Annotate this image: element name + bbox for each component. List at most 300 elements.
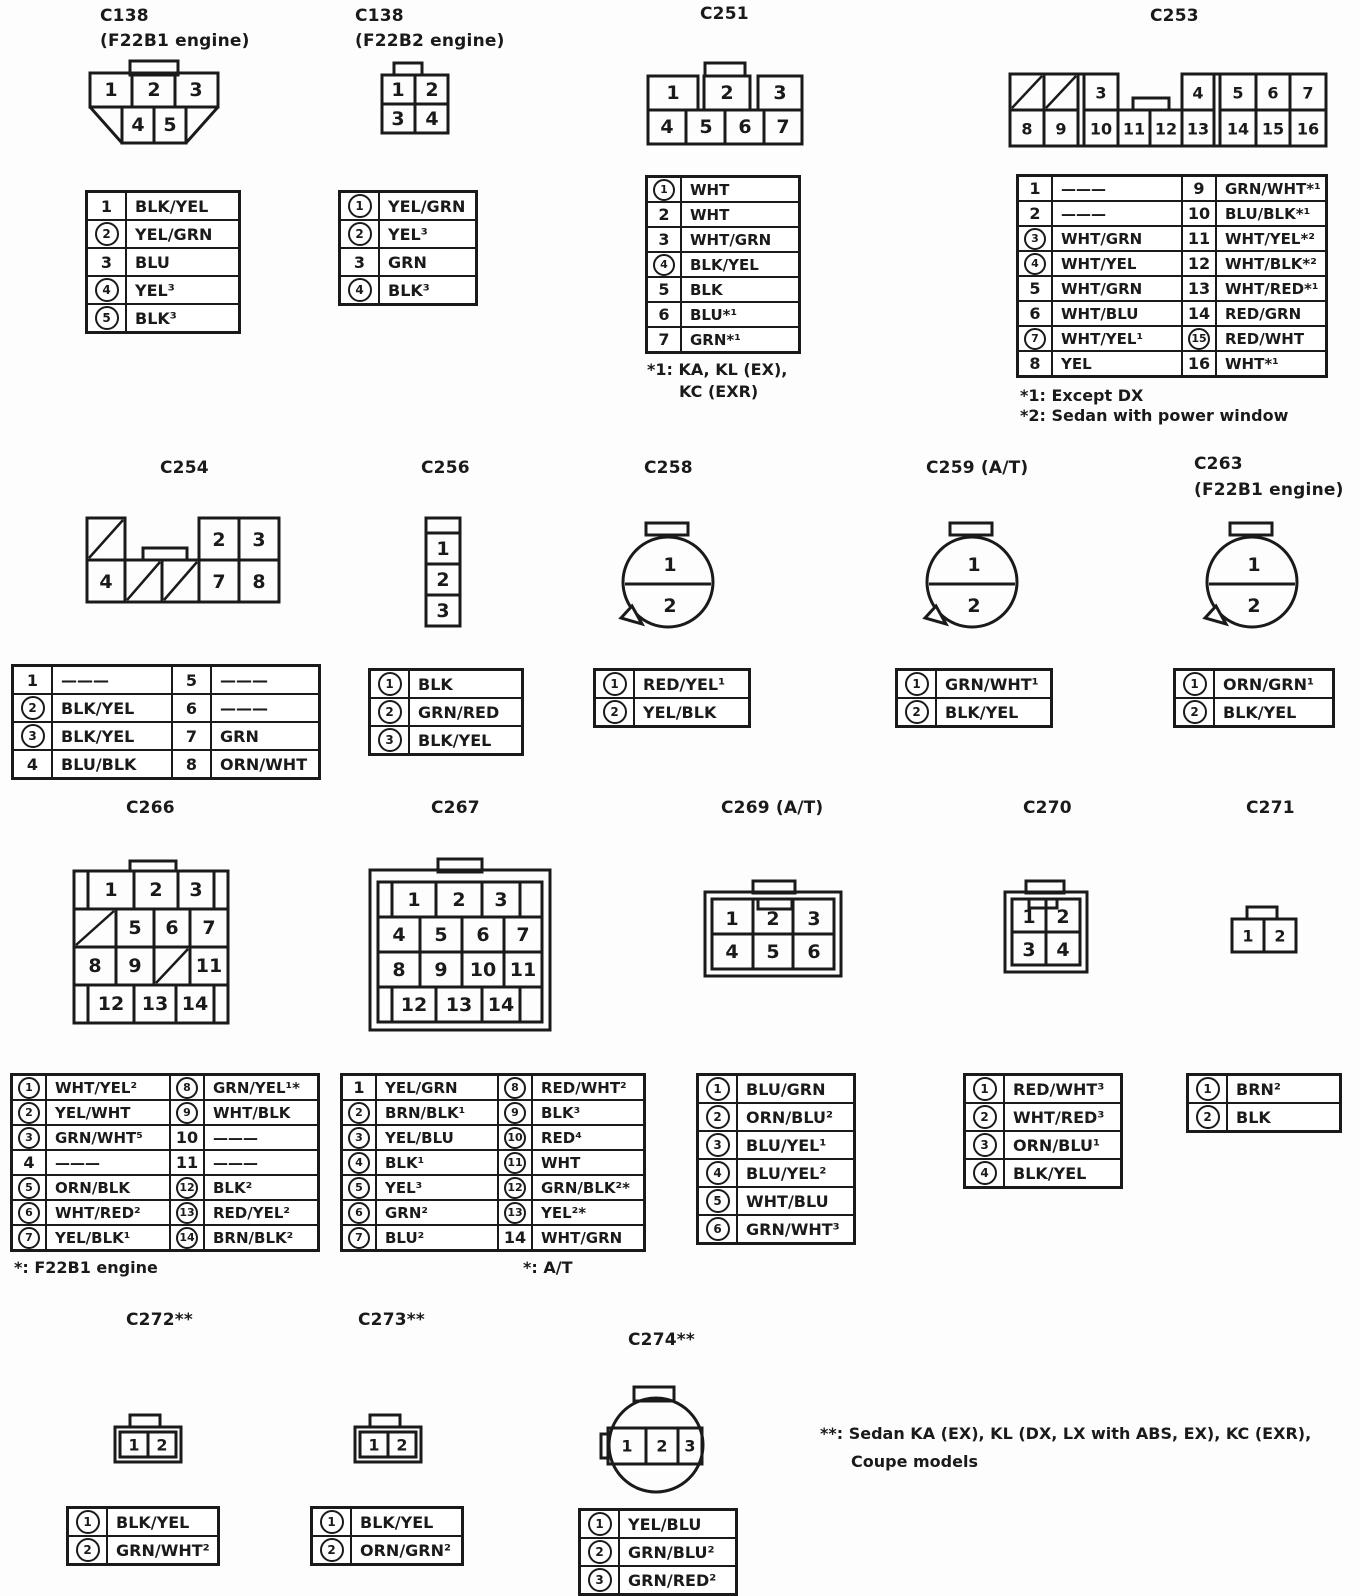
- pin-cell: [341, 277, 380, 303]
- pin-number: 3: [658, 230, 670, 249]
- wire-color: WHT/YEL²: [47, 1076, 171, 1099]
- wire-color: YEL/BLU: [377, 1126, 499, 1149]
- connector-diagram-c251: [646, 60, 804, 146]
- pin-cell: [499, 1101, 533, 1124]
- pin-cell: [499, 1176, 533, 1199]
- connector-title-c271: C271: [1246, 798, 1295, 818]
- pin-cell: [648, 178, 682, 201]
- pin-number: 12: [176, 1177, 198, 1199]
- pin-cell: [171, 1076, 205, 1099]
- pin-number: 1: [1247, 554, 1261, 576]
- table-row: [14, 693, 318, 721]
- pin-number: 4: [660, 116, 674, 138]
- wire-color: BLK: [690, 280, 723, 299]
- pin-cell: [898, 671, 937, 697]
- pin-cell: [13, 1101, 47, 1124]
- wire-color: ORN/WHT: [220, 754, 308, 774]
- pin-cell: [171, 1226, 205, 1249]
- pin-cell: [1183, 227, 1217, 250]
- pin-number: 5: [18, 1177, 40, 1199]
- pin-number: 10: [469, 959, 497, 981]
- wire-color: RED/WHT³: [1013, 1079, 1105, 1099]
- pin-number: 13: [1187, 279, 1211, 298]
- table-row: [343, 1174, 643, 1199]
- pin-number: 2: [967, 595, 981, 617]
- pin-table-c259: [895, 668, 1053, 728]
- pin-cell: [371, 699, 410, 725]
- pin-number: 4: [1192, 83, 1204, 103]
- pin-cell: [371, 727, 410, 753]
- pin-number: 2: [156, 1435, 168, 1455]
- pin-number: 3: [189, 879, 203, 901]
- pin-number: 14: [487, 994, 515, 1016]
- pin-number: 7: [516, 924, 530, 946]
- pin-number: 9: [504, 1102, 526, 1124]
- pin-table-c274: [578, 1508, 738, 1596]
- pin-number: 1: [967, 554, 981, 576]
- wire-color: WHT/RED²: [47, 1201, 171, 1224]
- connector-title-c258: C258: [644, 458, 693, 478]
- pin-number: 3: [973, 1133, 997, 1157]
- pin-number: 4: [725, 941, 739, 963]
- pin-number: 4: [348, 278, 372, 302]
- pin-number: 2: [95, 222, 119, 246]
- connector-title-c263: C263: [1194, 454, 1243, 474]
- pin-cell: [1019, 277, 1053, 300]
- pin-number: 1: [128, 1435, 140, 1455]
- table-row: [581, 1565, 735, 1593]
- pin-number: 11: [175, 1153, 199, 1172]
- pin-number: 2: [425, 79, 439, 101]
- pin-cell: [699, 1132, 738, 1158]
- pin-number: 1: [706, 1077, 730, 1101]
- pin-cell: [499, 1076, 533, 1099]
- table-row: [648, 178, 798, 201]
- connector-subtitle-c263: (F22B1 engine): [1194, 480, 1344, 500]
- table-row: [343, 1149, 643, 1174]
- wire-color: WHT/YEL: [1053, 252, 1183, 275]
- wire-color: BLK: [418, 674, 453, 694]
- table-row: [343, 1124, 643, 1149]
- wire-color: BLK: [1236, 1107, 1271, 1127]
- table-row: [699, 1158, 853, 1186]
- pin-number: 14: [1187, 304, 1211, 323]
- pin-cell: [14, 667, 53, 693]
- pin-cell: [14, 723, 53, 749]
- connector-diagram-c266: [72, 858, 230, 1026]
- pin-number: 2: [149, 879, 163, 901]
- table-row: [1189, 1076, 1339, 1102]
- pin-number: 1: [621, 1436, 633, 1456]
- table-row: [1019, 200, 1325, 225]
- connector-title-c138-f22b2: C138: [355, 6, 404, 26]
- wire-color: WHT/BLU: [1053, 302, 1183, 325]
- wire-color: BLU: [135, 252, 170, 272]
- pin-cell: [173, 667, 212, 693]
- wire-color: BRN/BLK¹: [377, 1101, 499, 1124]
- pin-cell: [1019, 202, 1053, 225]
- pin-number: 8: [504, 1077, 526, 1099]
- pin-number: 13: [445, 994, 473, 1016]
- pin-cell: [88, 193, 127, 219]
- pin-number: 14: [1226, 119, 1250, 139]
- table-row: [1019, 350, 1325, 375]
- pin-number: 5: [766, 941, 780, 963]
- pin-number: 5: [658, 280, 670, 299]
- connector-title-c266: C266: [126, 798, 175, 818]
- pin-cell: [1183, 302, 1217, 325]
- pin-number: 3: [807, 908, 821, 930]
- wire-color: BLK¹: [377, 1151, 499, 1174]
- pin-number: 16: [1187, 354, 1211, 373]
- wire-color: BLU*¹: [690, 305, 738, 324]
- wire-color: BLU/YEL²: [746, 1163, 827, 1183]
- table-row: [313, 1509, 461, 1535]
- table-row: [14, 667, 318, 693]
- pin-cell: [343, 1226, 377, 1249]
- pin-cell: [648, 228, 682, 251]
- table-row: [898, 697, 1050, 725]
- connector-title-c138-f22b1: C138: [100, 6, 149, 26]
- pin-number: 6: [165, 917, 179, 939]
- table-row: [1019, 275, 1325, 300]
- wire-color: ORN/BLU¹: [1013, 1135, 1100, 1155]
- pin-cell: [343, 1126, 377, 1149]
- connector-outline: [1005, 881, 1087, 972]
- pin-number: 1: [407, 889, 421, 911]
- pin-cell: [581, 1511, 620, 1537]
- pin-table-c266: [10, 1073, 320, 1252]
- wire-color: YEL/WHT: [47, 1101, 171, 1124]
- wire-color: YEL/BLK¹: [47, 1226, 171, 1249]
- pin-number: 5: [163, 114, 177, 136]
- wire-color: YEL³: [135, 280, 175, 300]
- wire-color: GRN/YEL¹*: [213, 1078, 300, 1097]
- pin-number: 7: [202, 917, 216, 939]
- table-row: [966, 1158, 1120, 1186]
- pin-number: 10: [175, 1128, 199, 1147]
- pin-table-c263: [1173, 668, 1335, 728]
- connector-diagram-c138b: [380, 60, 450, 135]
- table-row: [1019, 225, 1325, 250]
- pin-cell: [699, 1188, 738, 1214]
- wire-color: RED/WHT: [1225, 329, 1305, 348]
- pin-cell: [1176, 671, 1215, 697]
- pin-number: 1: [666, 82, 680, 104]
- pin-cell: [1189, 1104, 1228, 1130]
- table-row: [371, 725, 521, 753]
- wire-color: WHT/YEL*²: [1225, 229, 1315, 248]
- connector-outline: [115, 1415, 181, 1462]
- wire-color: YEL/GRN: [388, 196, 466, 216]
- pin-number: 3: [494, 889, 508, 911]
- pin-cell: [1176, 699, 1215, 725]
- pin-number: 6: [807, 941, 821, 963]
- table-row: [13, 1099, 317, 1124]
- footnote-c253-line2: *2: Sedan with power window: [1020, 406, 1289, 425]
- pin-cell: [313, 1509, 352, 1535]
- table-row: [581, 1511, 735, 1537]
- table-row: [966, 1076, 1120, 1102]
- pin-number: 6: [658, 305, 670, 324]
- table-row: [371, 697, 521, 725]
- wire-color: WHT: [541, 1153, 581, 1172]
- pin-table-c138b: [338, 190, 478, 306]
- pin-number: 5: [706, 1189, 730, 1213]
- pin-number: 2: [656, 1436, 668, 1456]
- wire-color: BLK/YEL: [1013, 1163, 1087, 1183]
- pin-number: 4: [653, 254, 675, 276]
- connector-outline: [355, 1415, 421, 1462]
- table-row: [699, 1076, 853, 1102]
- pin-cell: [648, 253, 682, 276]
- pin-number: 2: [588, 1540, 612, 1564]
- wire-color: GRN/WHT³: [746, 1219, 840, 1239]
- pin-cell: [648, 278, 682, 301]
- pin-cell: [581, 1539, 620, 1565]
- pin-number: 3: [391, 108, 405, 130]
- pin-number: 1: [391, 79, 405, 101]
- pin-number: 1: [104, 79, 118, 101]
- connector-diagram-c263: [1204, 520, 1300, 630]
- pin-number: 1: [603, 672, 627, 696]
- wire-color: RED/YEL²: [213, 1203, 290, 1222]
- pin-number: 5: [1232, 83, 1244, 103]
- pin-number: 7: [185, 726, 198, 746]
- wire-color: WHT/GRN: [1053, 277, 1183, 300]
- wire-color: BLK³: [135, 308, 177, 328]
- footnote-bottom-line1: **: Sedan KA (EX), KL (DX, LX with ABS, EX), KC (EXR),: [820, 1424, 1312, 1443]
- pin-number: 6: [1267, 83, 1279, 103]
- connector-diagram-c267: [368, 856, 552, 1034]
- wire-color: BLK³: [541, 1103, 581, 1122]
- pin-cell: [499, 1226, 533, 1249]
- pin-number: 13: [1186, 119, 1210, 139]
- wire-color: GRN*¹: [690, 330, 741, 349]
- table-row: [1019, 250, 1325, 275]
- pin-number: 1: [368, 1435, 380, 1455]
- table-row: [343, 1199, 643, 1224]
- wire-color: GRN: [220, 726, 259, 746]
- wire-color: BLK/YEL: [1223, 702, 1297, 722]
- pin-cell: [13, 1151, 47, 1174]
- footnote-c267: *: A/T: [523, 1258, 573, 1277]
- wire-color: BLK³: [388, 280, 430, 300]
- wire-color: BLK/YEL: [690, 255, 759, 274]
- table-row: [343, 1076, 643, 1099]
- wire-color: GRN/BLK²*: [541, 1178, 630, 1197]
- pin-cell: [13, 1076, 47, 1099]
- table-row: [13, 1199, 317, 1224]
- table-row: [88, 193, 238, 219]
- connector-diagram-c272: [113, 1412, 183, 1464]
- wire-color: WHT/GRN: [541, 1228, 623, 1247]
- wire-color: BLU²: [377, 1226, 499, 1249]
- connector-outline: [87, 518, 279, 602]
- connector-title-c267: C267: [431, 798, 480, 818]
- pin-number: 3: [1022, 939, 1036, 961]
- wire-color: WHT/BLK: [213, 1103, 291, 1122]
- wire-color: GRN/RED: [418, 702, 500, 722]
- pin-cell: [1019, 227, 1053, 250]
- wire-color: YEL: [1053, 352, 1183, 375]
- wire-color: BLU/BLK: [53, 751, 173, 777]
- pin-cell: [171, 1126, 205, 1149]
- pin-number: 4: [23, 1153, 35, 1172]
- table-row: [966, 1130, 1120, 1158]
- table-row: [699, 1214, 853, 1242]
- pin-cell: [343, 1101, 377, 1124]
- pin-cell: [14, 751, 53, 777]
- table-row: [1189, 1102, 1339, 1130]
- pin-number: 2: [436, 569, 450, 591]
- pin-number: 4: [26, 754, 39, 774]
- pin-number: 1: [1029, 179, 1041, 198]
- pin-number: 9: [176, 1102, 198, 1124]
- wire-color: BRN/BLK²: [213, 1228, 294, 1247]
- pin-number: 6: [185, 698, 198, 718]
- pin-table-c251: [645, 175, 801, 354]
- pin-number: 14: [176, 1227, 198, 1249]
- wire-color: WHT/RED*¹: [1225, 279, 1319, 298]
- pin-table-c138a: [85, 190, 241, 334]
- table-row: [69, 1535, 217, 1563]
- connector-diagram-c259: [924, 520, 1020, 630]
- pin-number: 11: [195, 955, 223, 977]
- pin-cell: [341, 249, 380, 275]
- table-row: [596, 697, 748, 725]
- pin-number: 2: [18, 1102, 40, 1124]
- table-row: [898, 671, 1050, 697]
- pin-number: 1: [973, 1077, 997, 1101]
- table-row: [1019, 177, 1325, 200]
- table-row: [966, 1102, 1120, 1130]
- footnote-c253-line1: *1: Except DX: [1020, 386, 1144, 405]
- table-row: [13, 1174, 317, 1199]
- pin-number: 3: [1095, 83, 1107, 103]
- pin-number: 12: [504, 1177, 526, 1199]
- wire-color: WHT/GRN: [690, 230, 772, 249]
- pin-cell: [699, 1216, 738, 1242]
- connector-subtitle-c138-f22b2: (F22B2 engine): [355, 31, 505, 51]
- pin-cell: [1183, 177, 1217, 200]
- pin-number: 5: [95, 306, 119, 330]
- pin-number: 9: [434, 959, 448, 981]
- connector-title-c273: C273**: [358, 1310, 425, 1330]
- connector-diagram-c138a: [88, 58, 220, 153]
- pin-number: 3: [1024, 228, 1046, 250]
- wire-color: YEL/BLU: [628, 1514, 702, 1534]
- connector-subtitle-c138-f22b1: (F22B1 engine): [100, 31, 250, 51]
- pin-number: 2: [603, 700, 627, 724]
- pin-number: 2: [706, 1105, 730, 1129]
- pin-number: 2: [1183, 700, 1207, 724]
- table-row: [1176, 671, 1332, 697]
- pin-cell: [1183, 352, 1217, 375]
- connector-title-c254: C254: [160, 458, 209, 478]
- pin-cell: [13, 1226, 47, 1249]
- pin-cell: [1183, 252, 1217, 275]
- pin-number: 4: [99, 571, 113, 593]
- pin-number: 1: [905, 672, 929, 696]
- pin-cell: [343, 1151, 377, 1174]
- pin-number: 6: [476, 924, 490, 946]
- pin-table-c258: [593, 668, 751, 728]
- pin-number: 2: [348, 1102, 370, 1124]
- table-row: [699, 1186, 853, 1214]
- connector-diagram-c271: [1230, 904, 1298, 954]
- pin-number: 1: [378, 672, 402, 696]
- pin-number: 2: [1029, 204, 1041, 223]
- pin-cell: [898, 699, 937, 725]
- pin-number: 3: [378, 728, 402, 752]
- pin-number: 5: [128, 917, 142, 939]
- wire-color: ———: [220, 698, 268, 718]
- pin-number: 16: [1296, 119, 1320, 139]
- footnote-c251-line2: KC (EXR): [679, 382, 759, 401]
- pin-number: 3: [773, 82, 787, 104]
- pin-table-c254: [11, 664, 321, 780]
- pin-number: 1: [1196, 1077, 1220, 1101]
- wire-color: YEL²*: [541, 1203, 587, 1222]
- connector-title-c269: C269 (A/T): [721, 798, 824, 818]
- wire-color: ———: [220, 670, 268, 690]
- pin-number: 3: [100, 252, 113, 272]
- pin-number: 1: [353, 1078, 365, 1097]
- pin-number: 5: [1029, 279, 1041, 298]
- pin-cell: [88, 277, 127, 303]
- pin-number: 12: [400, 994, 428, 1016]
- pin-number: 14: [181, 993, 209, 1015]
- wire-color: YEL³: [377, 1176, 499, 1199]
- pin-number: 14: [503, 1228, 527, 1247]
- wire-color: YEL/BLK: [643, 702, 717, 722]
- connector-title-c259: C259 (A/T): [926, 458, 1029, 478]
- pin-number: 1: [26, 670, 39, 690]
- pin-number: 2: [320, 1538, 344, 1562]
- connector-diagram-c256: [423, 516, 463, 628]
- pin-number: 1: [348, 194, 372, 218]
- pin-cell: [343, 1201, 377, 1224]
- pin-number: 7: [658, 330, 670, 349]
- table-row: [648, 276, 798, 301]
- pin-number: 5: [434, 924, 448, 946]
- wire-color: YEL/GRN: [377, 1076, 499, 1099]
- pin-number: 5: [348, 1177, 370, 1199]
- table-row: [371, 671, 521, 697]
- pin-number: 3: [353, 252, 366, 272]
- pin-table-c271: [1186, 1073, 1342, 1133]
- wire-color: BLU/YEL¹: [746, 1135, 827, 1155]
- pin-number: 7: [348, 1227, 370, 1249]
- pin-number: 8: [392, 959, 406, 981]
- pin-cell: [1183, 277, 1217, 300]
- pin-cell: [596, 699, 635, 725]
- pin-number: 10: [1089, 119, 1113, 139]
- pin-cell: [1183, 202, 1217, 225]
- wire-color: GRN: [388, 252, 427, 272]
- connector-title-c274: C274**: [628, 1330, 695, 1350]
- connector-diagram-c253: [1008, 72, 1330, 148]
- pin-cell: [966, 1076, 1005, 1102]
- wire-color: ———: [53, 667, 173, 693]
- pin-cell: [699, 1076, 738, 1102]
- pin-number: 11: [1187, 229, 1211, 248]
- pin-number: 2: [1247, 595, 1261, 617]
- pin-number: 1: [1183, 672, 1207, 696]
- pin-number: 3: [706, 1133, 730, 1157]
- pin-cell: [699, 1160, 738, 1186]
